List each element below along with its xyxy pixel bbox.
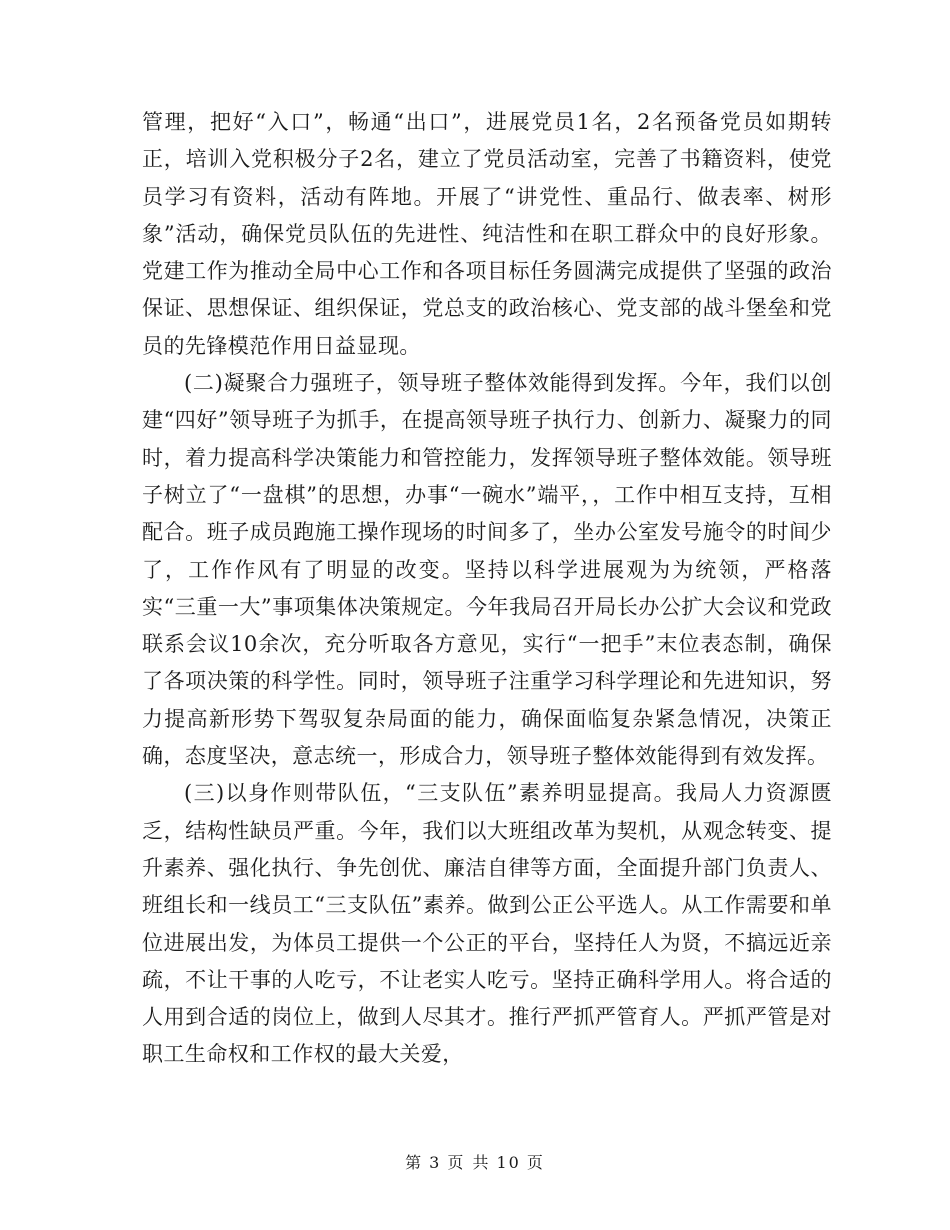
paragraph-party-building-continued: 管理，把好“入口”，畅通“出口”，进展党员1名，2名预备党员如期转正，培训入党积极分子2名，建立了党员活动室，完善了书籍资料，使党员学习有资料，活动有阵地。开展了“讲党性、重品行、做表率、树形象”活动，确保党员队伍的先进性、纯洁性和在职工群众中的良好形象。党建工作为推动全局中心工作和各项目标任务圆满完成提供了坚强的政治保证、思想保证、组织保证，党总支的政治核心、党支部的战斗堡垒和党员的先锋模范作用日益显现。 (142, 110, 832, 358)
document-body (142, 104, 832, 1074)
paragraph-three-teams: (三)以身作则带队伍，“三支队伍”素养明显提高。我局人力资源匮乏，结构性缺员严重。今年，我们以大班组改革为契机，从观念转变、提升素养、强化执行、争先创优、廉洁自律等方面，全面提升部门负责人、班组长和一线员工“三支队伍”素养。做到公正公平选人。从工作需要和单位进展出发，为体员工提供一个公正的平台，坚持任人为贤，不搞远近亲疏，不让干事的人吃亏，不让老实人吃亏。坚持正确科学用人。将合适的人用到合适的岗位上，做到人尽其才。推行严抓严管育人。严抓严管是对职工生命权和工作权的最大关爱， (142, 781, 832, 1067)
footer-total-pages: 10 (496, 1153, 521, 1172)
paragraph-leadership-team: (二)凝聚合力强班子，领导班子整体效能得到发挥。今年，我们以创建“四好”领导班子为抓手，在提高领导班子执行力、创新力、凝聚力的同时，着力提高科学决策能力和管控能力，发挥领导班子整体效能。领导班子树立了“一盘棋”的思想，办事“一碗水”端平，，工作中相互支持，互相配合。班子成员跑施工操作现场的时间多了，坐办公室发号施令的时间少了，工作作风有了明显的改变。坚持以科学进展观为为统领，严格落实“三重一大”事项集体决策规定。今年我局召开局长办公扩大会议和党政联系会议10余次，充分听取各方意见，实行“一把手”末位表态制，确保了各项决策的科学性。同时，领导班子注重学习科学理论和先进知识，努力提高新形势下驾驭复杂局面的能力，确保面临复杂紧急情况，决策正确，态度坚决，意志统一，形成合力，领导班子整体效能得到有效发挥。 (142, 371, 832, 769)
footer-suffix: 页 (526, 1153, 545, 1172)
footer-prefix: 第 (405, 1153, 424, 1172)
page-footer (0, 1153, 950, 1173)
footer-current-page: 3 (429, 1153, 442, 1172)
footer-mid: 页 共 (447, 1153, 491, 1172)
